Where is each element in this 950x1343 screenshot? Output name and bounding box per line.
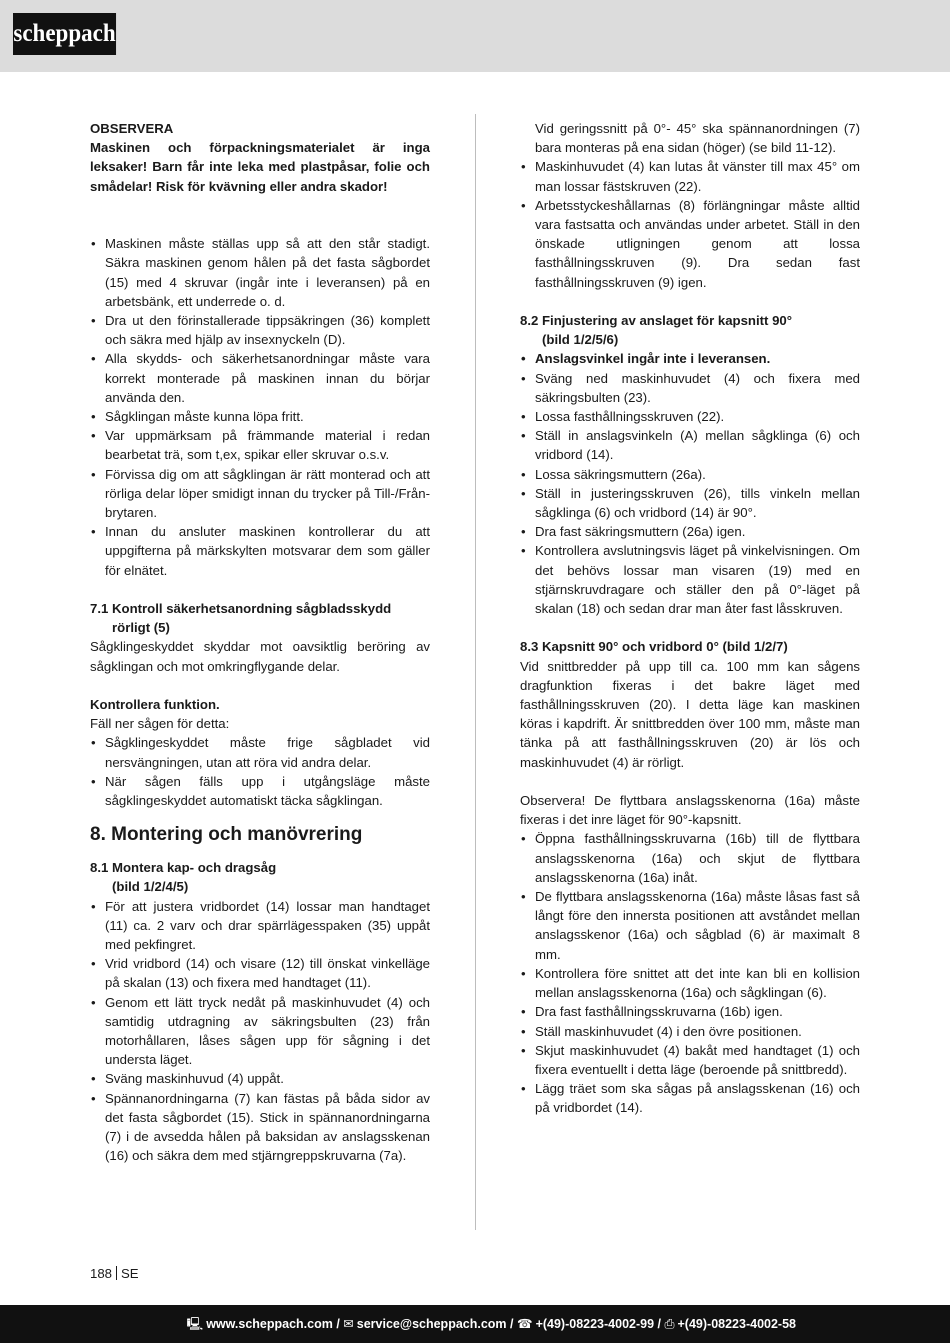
page-header bbox=[0, 0, 950, 72]
chapter-8-title: 8. Montering och manövrering bbox=[90, 824, 363, 846]
check-list bbox=[90, 733, 430, 810]
language-code: SE bbox=[121, 1266, 139, 1281]
list-item: • Sväng ned maskinhuvudet (4) och fixera med säkringsbulten (23). bbox=[520, 369, 860, 407]
check-function-title: Kontrollera funktion. bbox=[90, 697, 220, 713]
page-number-value: 188 bbox=[90, 1266, 113, 1281]
column-divider bbox=[475, 114, 476, 1230]
scheppach-logo: scheppach bbox=[13, 13, 116, 55]
list-item-note: • Anslagsvinkel ingår inte i leveransen. bbox=[520, 349, 860, 368]
list-item: • Kontrollera avslutningsvis läget på vinkelvisningen. Om det behövs lossar man visaren (19) med en stjärnskruvdragare och ställer den på 0°-läget på skalan (18) och sedan drar man åter fast låsskruven. bbox=[520, 541, 860, 618]
list-item: • För att justera vridbordet (14) lossar man handtaget (11) ca. 2 varv och drar spärrlägesspaken (35) uppåt med pekfingret. bbox=[90, 897, 430, 955]
page-number-separator bbox=[116, 1266, 117, 1280]
list-item: • Dra fast fasthållningsskruvarna (16b) igen. bbox=[520, 1002, 860, 1021]
warning-text: Maskinen och förpackningsmaterialet är inga leksaker! Barn får inte leka med plastpåsar, folie och smådelar! Risk för kvävning eller andra skador! bbox=[90, 140, 430, 194]
list-item: • Maskinhuvudet (4) kan lutas åt vänster till max 45° om man lossar fästskruven (22). bbox=[520, 157, 860, 195]
list-item: • Sågklingan måste kunna löpa fritt. bbox=[90, 407, 430, 426]
list-item: • Kontrollera före snittet att det inte kan bli en kollision mellan anslagsskenorna (16a) och sågklingan (6). bbox=[520, 964, 860, 1002]
fax-icon: ⎙ bbox=[664, 1317, 675, 1331]
section-8-2-title: 8.2 Finjustering av anslaget för kapsnitt 90° bbox=[520, 313, 793, 329]
list-item: • Ställ in anslagsvinkeln (A) mellan sågklinga (6) och vridbord (14). bbox=[520, 426, 860, 464]
phone-icon: ☎ bbox=[516, 1317, 533, 1331]
computer-icon: 🖳 bbox=[186, 1317, 204, 1331]
list-item: • Maskinen måste ställas upp så att den står stadigt. Säkra maskinen genom hålen på det fasta sågbordet (15) med 4 skruvar (ingår inte i leveransen) på en arbetsbänk, ett underrede o. d. bbox=[90, 234, 430, 311]
list-item: • Skjut maskinhuvudet (4) bakåt med handtaget (1) och fixera eventuellt i detta läge (beroende på snittbredd). bbox=[520, 1041, 860, 1079]
list-item: • Genom ett lätt tryck nedåt på maskinhuvudet (4) och samtidig utdragning av säkringsbulten (23) från motorhållaren, låses sågen upp för sågning i det understa läget. bbox=[90, 993, 430, 1070]
list-item: • Vrid vridbord (14) och visare (12) till önskat vinkelläge på skalan (13) och fixera med handtaget (11). bbox=[90, 954, 430, 992]
section-8-1-title: 8.1 Montera kap- och dragsåg bbox=[90, 860, 277, 876]
section-8-1-title-cont: (bild 1/2/4/5) bbox=[112, 879, 189, 895]
fine-adjust-list bbox=[520, 349, 860, 618]
page-footer bbox=[0, 1305, 950, 1343]
list-item: • De flyttbara anslagsskenorna (16a) måste låsas fast så långt före den innersta positionen att avståndet mellan anslagsskenor (16a) och sågblad (6) är maximalt 8 mm. bbox=[520, 887, 860, 964]
section-7-1-title-cont: rörligt (5) bbox=[112, 620, 170, 636]
list-item: • Dra ut den förinstallerade tippsäkringen (36) komplett och säkra med hjälp av insexnyckeln (D). bbox=[90, 311, 430, 349]
observe-note: Observera! De flyttbara anslagsskenorna (16a) måste fixeras i det inre läget för 90°-kapsnitt. bbox=[520, 793, 860, 828]
footer-fax: +(49)-08223-4002-58 bbox=[677, 1317, 796, 1331]
list-item: • Sågklingeskyddet måste frige sågbladet vid nersvängningen, utan att röra vid andra delar. bbox=[90, 733, 430, 771]
continued-text: Vid geringssnitt på 0°- 45° ska spännanordningen (7) bara monteras på ena sidan (höger) (se bild 11-12). bbox=[535, 121, 860, 156]
list-item: • Lägg träet som ska sågas på anslagsskenan (16) och på vridbordet (14). bbox=[520, 1079, 860, 1117]
right-column bbox=[520, 119, 860, 1118]
section-8-3-text: Vid snittbredder på upp till ca. 100 mm kan sågens dragfunktion fixeras i det bakre läget med fasthållningsskruven (20). I detta läge kan maskinen köras i kapdrift. Är snittbredden över 100 mm, måste man tänka på att fasthållningsskruven (20) är lös och maskinhuvudet (4) är rörligt. bbox=[520, 658, 860, 770]
section-8-2-title-cont: (bild 1/2/5/6) bbox=[542, 332, 619, 348]
list-item: • När sågen fälls upp i utgångsläge måste sågklingeskyddet automatiskt täcka sågklingan. bbox=[90, 772, 430, 810]
mounting-list bbox=[90, 897, 430, 1166]
list-item: • Alla skydds- och säkerhetsanordningar måste vara korrekt monterade på maskinen innan du börjar använda den. bbox=[90, 349, 430, 407]
list-item: • Innan du ansluter maskinen kontrollerar du att uppgifterna på märkskylten motsvarar dem som gäller för elnätet. bbox=[90, 522, 430, 580]
page-number bbox=[90, 1265, 139, 1283]
footer-website[interactable]: www.scheppach.com / bbox=[206, 1317, 340, 1331]
section-7-1-text: Sågklingeskyddet skyddar mot oavsiktlig beröring av sågklingan och mot omkringflygande delar. bbox=[90, 639, 430, 674]
list-item: • Var uppmärksam på främmande material i redan bearbetat trä, som t,ex, spikar eller skruvar o.s.v. bbox=[90, 426, 430, 464]
check-function-intro: Fäll ner sågen för detta: bbox=[90, 716, 230, 732]
list-item: • Ställ maskinhuvudet (4) i den övre positionen. bbox=[520, 1022, 860, 1041]
list-item: • Lossa säkringsmuttern (26a). bbox=[520, 465, 860, 484]
crosscut-list bbox=[520, 829, 860, 1117]
list-item: • Spännanordningarna (7) kan fästas på båda sidor av det fasta sågbordet (15). Stick in spännanordningarna (7) i de avsedda hålen på baksidan av anslagsskenan (16) och säkra dem med stjärngreppskruvarna (7a). bbox=[90, 1089, 430, 1166]
mail-icon: ✉ bbox=[343, 1317, 354, 1331]
list-item: • Ställ in justeringsskruven (26), tills vinkeln mellan sågklinga (6) och vridbord (14) är 90°. bbox=[520, 484, 860, 522]
section-7-1-title: 7.1 Kontroll säkerhetsanordning sågbladsskydd bbox=[90, 601, 392, 617]
list-item: • Öppna fasthållningsskruvarna (16b) till de flyttbara anslagsskenorna (16a) och skjut de flyttbara anslagsskenorna (16a) inåt. bbox=[520, 829, 860, 887]
list-item: • Dra fast säkringsmuttern (26a) igen. bbox=[520, 522, 860, 541]
left-column bbox=[90, 119, 430, 1166]
adjust-list bbox=[520, 157, 860, 291]
warning-title: OBSERVERA bbox=[90, 121, 174, 136]
footer-phone: +(49)-08223-4002-99 / bbox=[535, 1317, 661, 1331]
section-8-3-title: 8.3 Kapsnitt 90° och vridbord 0° (bild 1/2/7) bbox=[520, 639, 788, 655]
list-item: • Lossa fasthållningsskruven (22). bbox=[520, 407, 860, 426]
safety-list bbox=[90, 234, 430, 580]
footer-email[interactable]: service@scheppach.com / bbox=[356, 1317, 514, 1331]
list-item: • Arbetsstyckeshållarnas (8) förlängningar måste alltid vara fastsatta och användas under arbetet. Ställ in den önskade utligningen genom att lossa fasthållningsskruven (9). Dra sedan fast fasthållningsskruven (9) igen. bbox=[520, 196, 860, 292]
list-item: • Förvissa dig om att sågklingan är rätt monterad och att rörliga delar löper smidigt innan du trycker på Till-/Från-brytaren. bbox=[90, 465, 430, 523]
list-item: • Sväng maskinhuvud (4) uppåt. bbox=[90, 1069, 430, 1088]
